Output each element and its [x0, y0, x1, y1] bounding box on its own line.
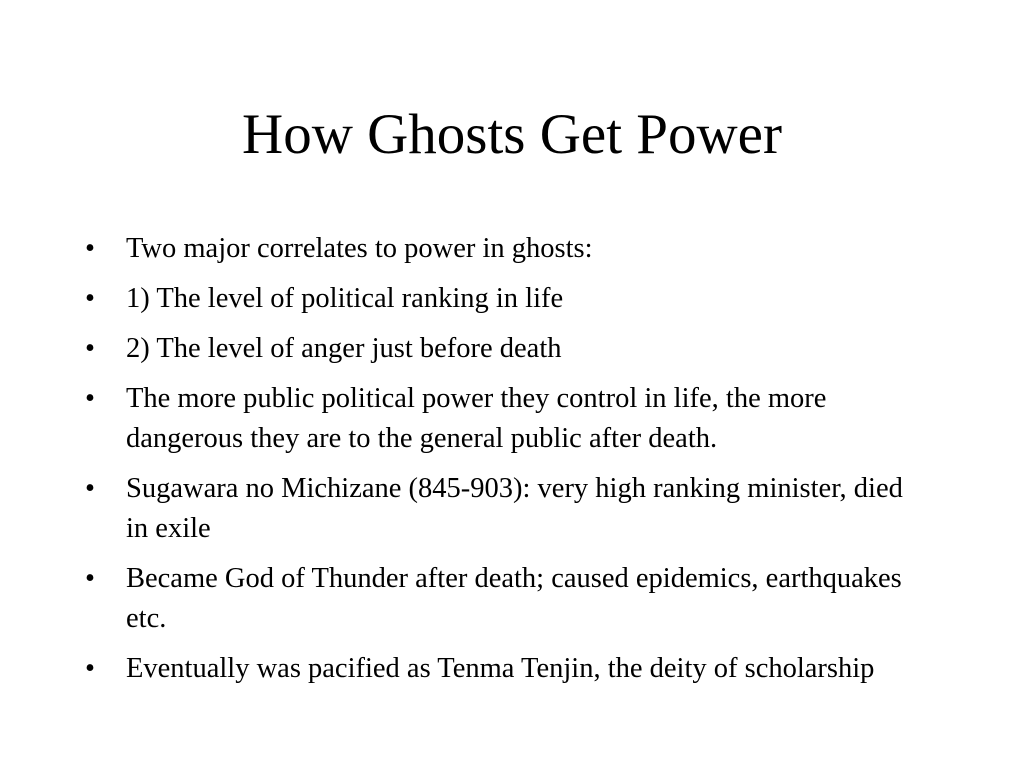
bullet-item — [80, 379, 910, 459]
bullet-text: Eventually was pacified as Tenma Tenjin, the deity of scholarship — [126, 653, 875, 684]
bullet-item — [80, 469, 910, 549]
bullet-item — [80, 559, 910, 639]
bullet-text: The more public political power they control in life, the more dangerous they are to the general public after death. — [126, 383, 827, 454]
bullet-marker: • — [85, 333, 95, 364]
bullet-item — [80, 329, 910, 369]
bullet-list — [80, 229, 910, 699]
bullet-marker: • — [85, 473, 95, 504]
bullet-marker: • — [85, 283, 95, 314]
bullet-text: Two major correlates to power in ghosts: — [126, 233, 593, 264]
bullet-text: Became God of Thunder after death; caused epidemics, earthquakes etc. — [126, 563, 902, 634]
bullet-marker: • — [85, 653, 95, 684]
bullet-text: 1) The level of political ranking in life — [126, 283, 564, 314]
bullet-item — [80, 649, 910, 689]
bullet-text: Sugawara no Michizane (845-903): very high ranking minister, died in exile — [126, 473, 903, 544]
bullet-item — [80, 229, 910, 269]
bullet-marker: • — [85, 563, 95, 594]
bullet-marker: • — [85, 383, 95, 414]
bullet-text: 2) The level of anger just before death — [126, 333, 562, 364]
bullet-item — [80, 279, 910, 319]
bullet-marker: • — [85, 233, 95, 264]
slide-title: How Ghosts Get Power — [242, 103, 782, 166]
